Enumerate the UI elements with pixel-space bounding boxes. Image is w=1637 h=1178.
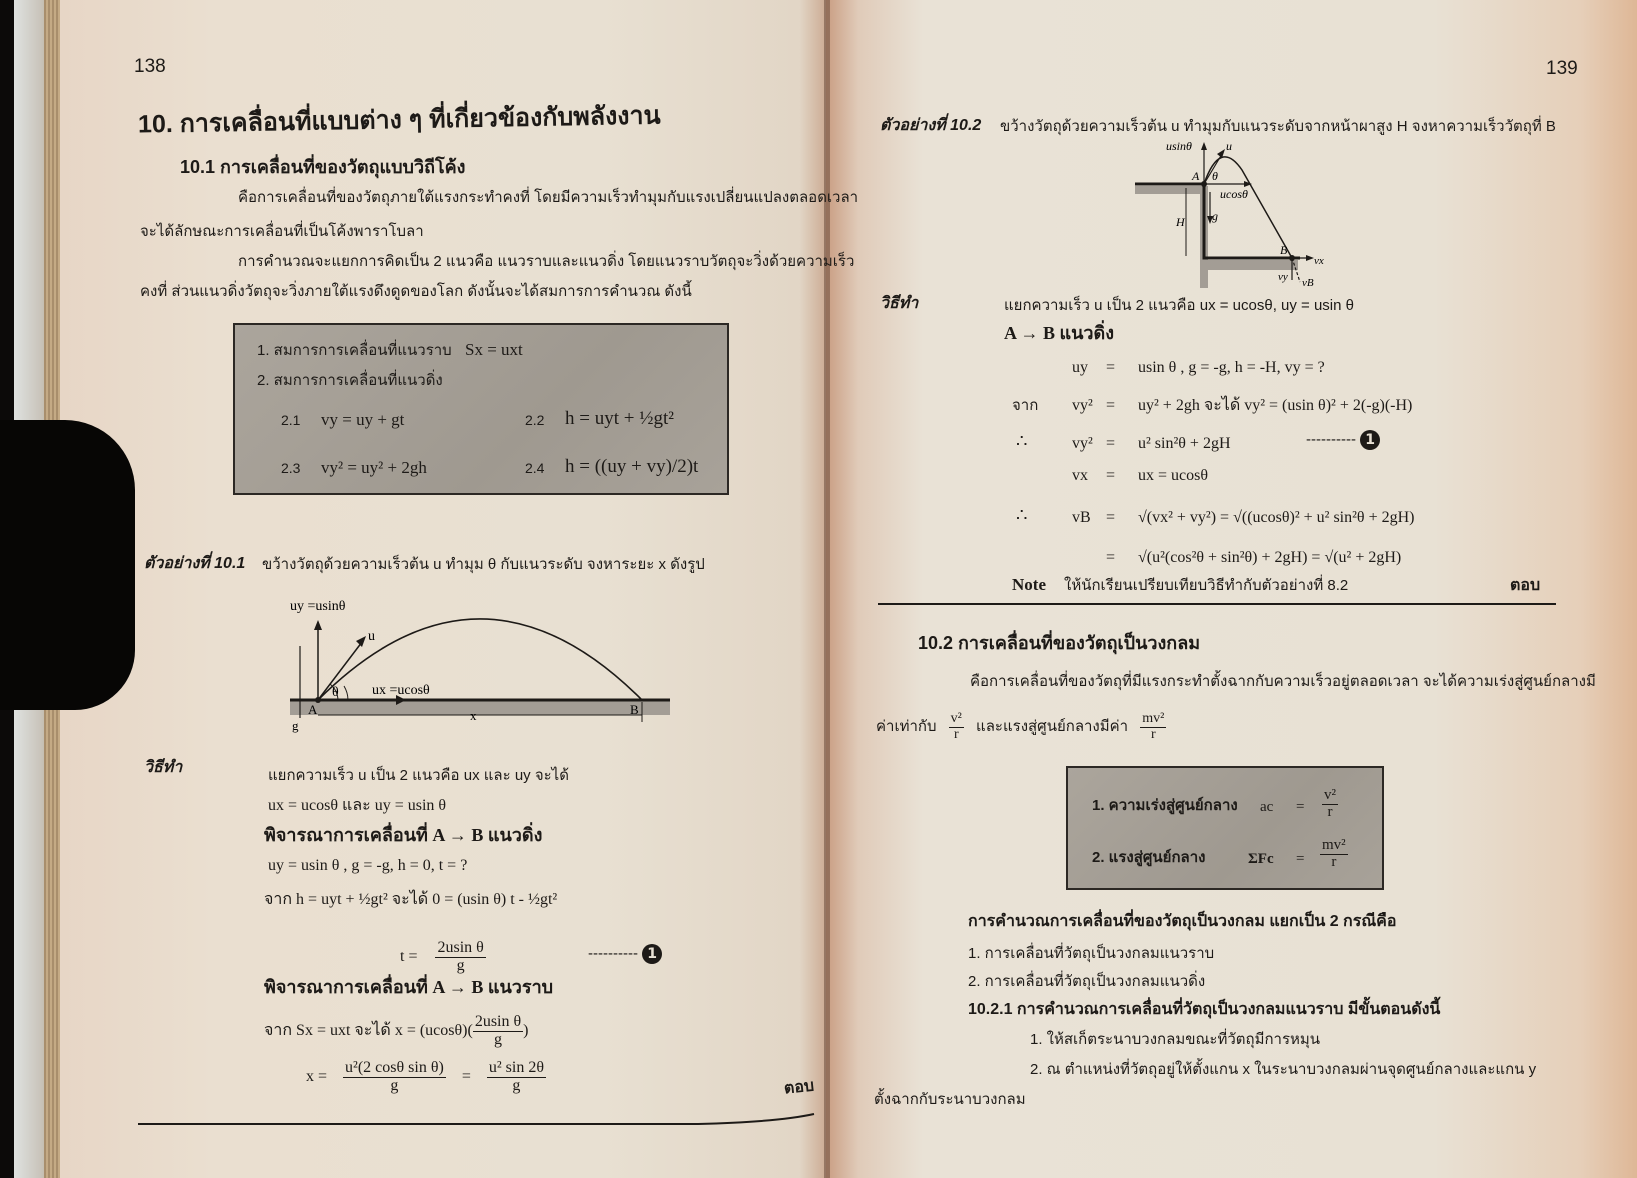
circ-formula-1-frac: $\frac{\text{v²}}{r}$: [1324, 787, 1336, 820]
eq-row-5-rhs: √(vx² + vy²) = √((ucosθ)² + u² sin²θ + 2gH): [1138, 509, 1415, 526]
example-10-2-question: ขว้างวัตถุด้วยความเร็วต้น u ทำมุมกับแนวระดับจากหน้าผาสูง H จงหาความเร็ววัตถุที่ B: [1000, 118, 1556, 135]
svg-text:A: A: [308, 702, 318, 717]
eq-row-2-rhs: uy² + 2gh จะได้ vy² = (usin θ)² + 2(-g)(-H): [1138, 397, 1413, 414]
sx-fraction: $\frac{\text{2usin θ}}{g}$: [474, 1013, 522, 1048]
formula-2-1-num: 2.1: [281, 412, 301, 428]
eq-row-5-lhs: vB: [1072, 509, 1091, 526]
eq-row-5-prefix: ∴: [1016, 505, 1028, 525]
solution-line-7-heading: พิจารณาการเคลื่อนที่ A → B แนวราบ: [264, 977, 554, 997]
step-2: 2. ณ ตำแหน่งที่วัตถุอยู่ให้ตั้งแกน x ในระนาบวงกลมผ่านจุดศูนย์กลางและแกน y: [1030, 1061, 1537, 1078]
svg-text:ucosθ: ucosθ: [1220, 187, 1248, 201]
svg-text:θ: θ: [1212, 169, 1218, 183]
eq-row-6-rhs: √(u²(cos²θ + sin²θ) + 2gH) = √(u² + 2gH): [1138, 549, 1402, 566]
answer-label-left: ตอบ: [783, 1077, 815, 1098]
section-10-1-para1-line1: คือการเคลื่อนที่ของวัตถุภายใต้แรงกระทำคงที่ โดยมีความเร็วทำมุมกับแรงเปลี่ยนแปลงตลอดเวลา: [238, 189, 859, 206]
svg-text:vB: vB: [1302, 277, 1314, 289]
t-lhs: t =: [400, 947, 418, 965]
formula-2-3-eq: vy² = uy² + 2gh: [321, 458, 427, 477]
accel-fraction: $\frac{\text{v²}}{r}$: [950, 711, 962, 742]
page-number-left: 138: [134, 56, 166, 77]
formula-2-3-num: 2.3: [281, 460, 301, 476]
note-label: Note: [1012, 575, 1046, 594]
cases-intro: การคำนวณการเคลื่อนที่ของวัตถุเป็นวงกลม แยกเป็น 2 กรณีคือ: [968, 913, 1397, 930]
circ-formula-2-equals: =: [1296, 851, 1305, 867]
x-fraction-2: $\frac{\text{u² sin 2θ}}{g}$: [488, 1059, 544, 1094]
circ-formula-2-label: 2. แรงสู่ศูนย์กลาง: [1092, 849, 1206, 866]
book-gutter: [824, 0, 830, 1178]
svg-text:u: u: [1226, 140, 1232, 153]
section-10-1-para2-line1: การคำนวณจะแยกการคิดเป็น 2 แนวคือ แนวราบและแนวดิ่ง โดยแนวราบวัตถุจะวิ่งด้วยความเร็ว: [238, 253, 855, 270]
answer-label-right: ตอบ: [1510, 577, 1541, 594]
step-1: 1. ให้สเก็ตระนาบวงกลมขณะที่วัตถุมีการหมุน: [1030, 1031, 1321, 1048]
t-fraction: $\frac{\text{2usin θ}}{g}$: [437, 939, 484, 974]
circled-number-icon: 1: [642, 944, 662, 964]
subhead-a-to-b-vertical: A → B แนวดิ่ง: [1004, 323, 1115, 343]
x-fraction-1: $\frac{\text{u²(2 cosθ sin θ)}}{g}$: [345, 1059, 444, 1094]
formula-2-2-eq: h = uyt + ½gt²: [565, 408, 674, 429]
x-equation: x = $\frac{\text{u²(2 cosθ sin θ)}}{g}$ = $\frac{\text{u² sin 2θ}}{g}$: [306, 1059, 544, 1094]
solution-line-2: ux = ucosθ และ uy = usin θ: [268, 797, 447, 814]
svg-text:H: H: [1176, 215, 1185, 229]
section-divider-rule: [878, 603, 1556, 605]
svg-text:usinθ: usinθ: [1166, 140, 1192, 153]
page-number-right: 139: [1546, 58, 1578, 79]
circ-formula-2-sym: ΣFc: [1248, 851, 1274, 867]
circ-formula-2-frac: $\frac{\text{mv²}}{r}$: [1322, 837, 1346, 870]
svg-text:θ: θ: [332, 685, 339, 700]
formula-1-eq: Sx = uxt: [465, 340, 523, 359]
svg-text:x: x: [470, 708, 477, 723]
section-10-1-para2-line2: คงที่ ส่วนแนวดิ่งวัตถุจะวิ่งภายใต้แรงดึงดูดของโลก ดังนั้นจะได้สมการการคำนวณ ดังนี้: [140, 283, 692, 300]
solution-label-right: วิธีทำ: [880, 295, 919, 312]
projectile-formula-box: [233, 323, 729, 495]
svg-text:vy: vy: [1278, 271, 1288, 283]
thumb: [0, 420, 135, 710]
formula-2-1-eq: vy = uy + gt: [321, 410, 405, 429]
equation-marker-right: ---------- 1: [1306, 430, 1380, 450]
eq-row-2-prefix: จาก: [1012, 397, 1039, 414]
svg-text:u: u: [368, 629, 375, 644]
svg-text:A: A: [1192, 169, 1200, 183]
eq-row-3-equals: =: [1106, 435, 1116, 452]
eq-row-4-rhs: ux = ucosθ: [1138, 467, 1209, 484]
solution-line-1: แยกความเร็ว u เป็น 2 แนวคือ ux และ uy จะได้: [268, 767, 569, 784]
formula-2-4-num: 2.4: [525, 460, 545, 476]
svg-text:g: g: [292, 718, 299, 733]
solution-line-5: จาก h = uyt + ½gt² จะได้ 0 = (usin θ) t - ½gt²: [264, 891, 558, 908]
chapter-title: 10. การเคลื่อนที่แบบต่าง ๆ ที่เกี่ยวข้องกับพลังงาน: [137, 101, 661, 139]
solution-label-left: วิธีทำ: [144, 759, 183, 776]
section-10-1-para1-line2: จะได้ลักษณะการเคลื่อนที่เป็นโค้งพาราโบลา: [140, 223, 424, 240]
eq-row-3-lhs: vy²: [1072, 435, 1093, 452]
step-2-continued: ตั้งฉากกับระนาบวงกลม: [874, 1091, 1026, 1108]
solution-line-3-heading: พิจารณาการเคลื่อนที่ A → B แนวดิ่ง: [264, 825, 543, 845]
example-10-1-label: ตัวอย่างที่ 10.1: [144, 555, 246, 572]
eq-row-5-equals: =: [1106, 509, 1116, 526]
svg-text:uy =usinθ: uy =usinθ: [290, 599, 346, 614]
eq-row-1-equals: =: [1106, 359, 1116, 376]
section-10-2-para-line2: ค่าเท่ากับ $\frac{\text{v²}}{r}$ และแรงสู่ศูนย์กลางมีค่า $\frac{\text{mv²}}{r}$: [876, 711, 1165, 742]
formula-2-2-num: 2.2: [525, 412, 545, 428]
eq-row-4-lhs: vx: [1072, 467, 1088, 484]
bottom-rule-left: [138, 1112, 818, 1136]
eq-row-2-lhs: vy²: [1072, 397, 1093, 414]
eq-row-1-rhs: usin θ , g = -g, h = -H, vy = ?: [1138, 359, 1325, 376]
solution-intro-right: แยกความเร็ว u เป็น 2 แนวคือ ux = ucosθ, uy = usin θ: [1004, 297, 1354, 314]
svg-text:B: B: [1280, 243, 1288, 257]
formula-2-4-eq: h = ((uy + vy)/2)t: [565, 456, 699, 477]
eq-row-4-equals: =: [1106, 467, 1116, 484]
formula-2-label: 2. สมการการเคลื่อนที่แนวดิ่ง: [257, 372, 443, 389]
subsection-10-2-1: 10.2.1 การคำนวณการเคลื่อนที่วัตถุเป็นวงกลมแนวราบ มีขั้นตอนดังนี้: [968, 1001, 1441, 1018]
circ-formula-1-label: 1. ความเร่งสู่ศูนย์กลาง: [1092, 797, 1238, 814]
eq-row-2-equals: =: [1106, 397, 1116, 414]
case-2: 2. การเคลื่อนที่วัตถุเป็นวงกลมแนวดิ่ง: [968, 973, 1206, 990]
projectile-diagram: [280, 598, 680, 733]
t-equation: [400, 940, 486, 975]
cliff-projectile-diagram: [1130, 140, 1330, 290]
ground-hatch: [290, 701, 670, 715]
svg-text:g: g: [1212, 209, 1218, 223]
circ-formula-1-sym: ac: [1260, 799, 1274, 815]
example-10-1-question: ขว้างวัตถุด้วยความเร็วต้น u ทำมุม θ กับแนวระดับ จงหาระยะ x ดังรูป: [262, 556, 705, 573]
formula-1-label: 1. สมการการเคลื่อนที่แนวราบ: [257, 342, 452, 359]
eq-row-3-rhs: u² sin²θ + 2gH: [1138, 435, 1231, 452]
eq-row-3-prefix: ∴: [1016, 431, 1028, 451]
svg-text:B: B: [630, 702, 639, 717]
circ-formula-1-equals: =: [1296, 799, 1305, 815]
force-fraction: $\frac{\text{mv²}}{r}$: [1142, 711, 1165, 742]
equation-marker-left: ---------- 1: [588, 944, 662, 964]
circular-motion-formula-box: [1066, 766, 1384, 890]
solution-line-4: uy = usin θ , g = -g, h = 0, t = ?: [268, 857, 468, 874]
svg-text:ux =ucosθ: ux =ucosθ: [372, 683, 430, 698]
svg-text:vx: vx: [1314, 255, 1324, 267]
section-10-2-title: 10.2 การเคลื่อนที่ของวัตถุเป็นวงกลม: [918, 633, 1201, 653]
note-text: ให้นักเรียนเปรียบเทียบวิธีทำกับตัวอย่างที่ 8.2: [1064, 577, 1349, 594]
eq-row-6-equals: =: [1106, 549, 1116, 566]
section-10-1-title: 10.1 การเคลื่อนที่ของวัตถุแบบวิถีโค้ง: [180, 157, 466, 177]
section-10-2-para-line1: คือการเคลื่อนที่ของวัตถุที่มีแรงกระทำตั้งฉากกับความเร็วอยู่ตลอดเวลา จะได้ความเร่งสู่ศูนย์กลางมี: [970, 673, 1596, 690]
example-10-2-label: ตัวอย่างที่ 10.2: [880, 117, 982, 134]
eq-row-1-lhs: uy: [1072, 359, 1088, 376]
sx-equation: จาก Sx = uxt จะได้ x = (ucosθ)( $\frac{\text{2usin θ}}{g}$ ): [264, 1013, 529, 1048]
circled-number-icon: 1: [1360, 430, 1380, 450]
case-1: 1. การเคลื่อนที่วัตถุเป็นวงกลมแนวราบ: [968, 945, 1215, 962]
